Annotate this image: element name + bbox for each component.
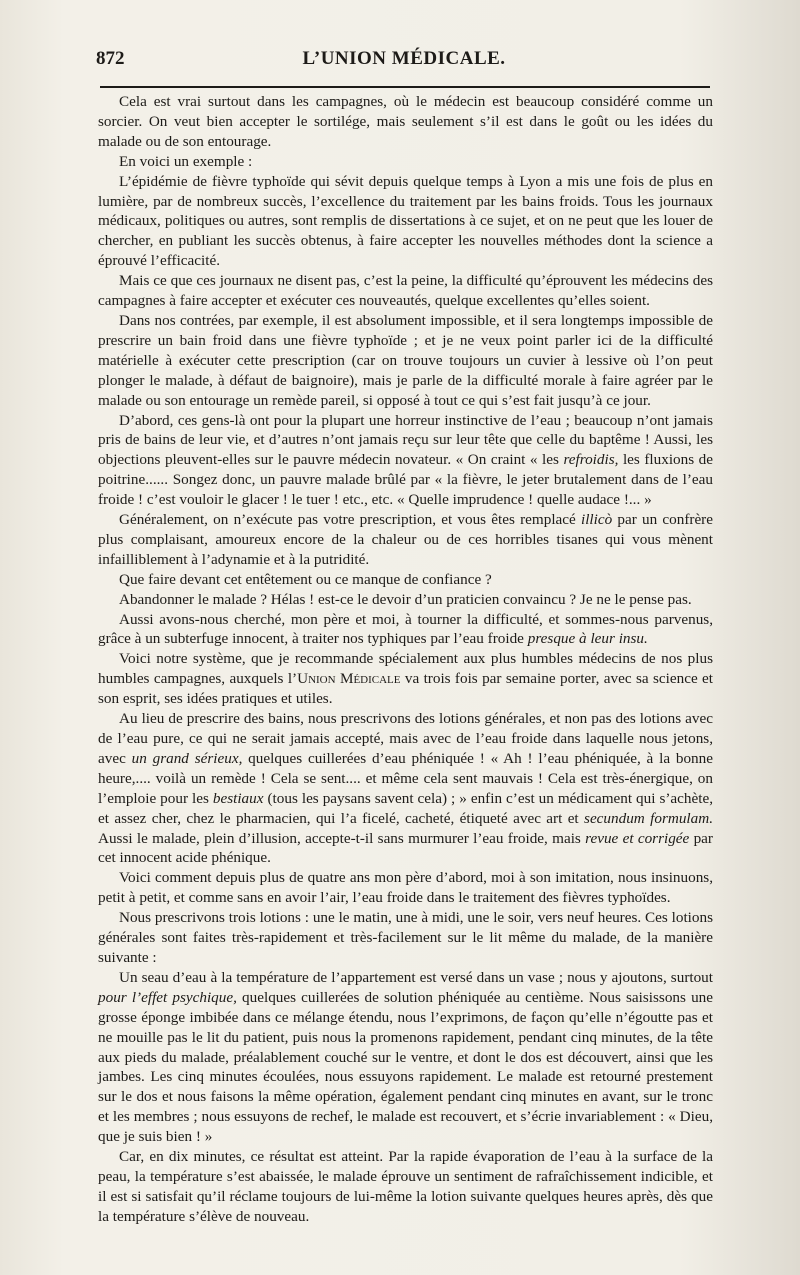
italic-run: bestiaux — [212, 789, 264, 807]
running-title: L’UNION MÉDICALE. — [302, 48, 506, 69]
paragraph: Cela est vrai surtout dans les campagnes, où le médecin est beaucoup considéré comme un sorcier. On veut bien accepter le sortilége, mais seulement s’il est dans le goût ou les idées du malade ou de son entourage. — [98, 93, 713, 150]
text-run: par cet innocent acide phénique. — [98, 829, 713, 867]
paragraph: Abandonner le malade ? Hélas ! est-ce le devoir d’un praticien convaincu ? Je ne le pense pas. — [119, 590, 692, 608]
italic-run: presque à leur insu. — [527, 630, 648, 648]
paragraph: Voici comment depuis plus de quatre ans mon père d’abord, moi à son imitation, nous insinuons, petit à petit, et comme sans en avoir l’air, l’eau froide dans le traitement des fièvres typhoïdes. — [98, 869, 713, 907]
text-run: quelques cuillerées d’eau phéniquée ! « Ah ! l’eau phéniquée, à la bonne heure,.... voilà un remède ! Cela se sent.... et même cela sent mauvais ! Cela est très-énergique, on l’emploie pour les — [98, 749, 713, 807]
text-run: les fluxions de poitrine...... Songez donc, un pauvre malade brûlé par « la fièvre, le jeter brutalement dans de l’eau froide ! c’est vouloir le glacer ! le tuer ! etc., etc. « Quelle imprudence ! quelle audace !... » — [98, 451, 713, 509]
article-body — [98, 92, 713, 1227]
italic-run: un grand sérieux, — [131, 749, 243, 767]
paragraph: En voici un exemple : — [119, 152, 253, 170]
text-run: Aussi le malade, plein d’illusion, accepte-t-il sans murmurer l’eau froide, mais — [98, 829, 586, 847]
paragraph — [98, 411, 713, 511]
text-run: D’abord, ces gens-là ont pour la plupart une horreur instinctive de l’eau ; beaucoup n’ont jamais pris de bains de leur vie, et d’autres n’ont jamais reçu sur leur tête que celle du baptême ! Aussi, les objections pleuvent-elles sur le pauvre médecin novateur. « On craint « les — [98, 411, 713, 469]
italic-run: illicò — [580, 511, 613, 529]
paragraph — [98, 510, 713, 570]
page-number: 872 — [96, 48, 125, 69]
paragraph: Car, en dix minutes, ce résultat est atteint. Par la rapide évaporation de l’eau à la surface de la peau, la température s’est abaissée, le malade éprouve un sentiment de rafraîchissement indicible, et il est si satisfait qu’il réclame toujours de lui-même la lotion suivante quelques heures après, dès que la température s’élève de nouveau. — [98, 1148, 713, 1225]
text-run: Voici notre système, que je recommande spécialement aux plus humbles médecins de nos plus humbles campagnes, auxquels l’ — [98, 650, 713, 688]
text-run: Généralement, on n’exécute pas votre prescription, et vous êtes remplacé — [119, 511, 581, 529]
text-run: (tous les paysans savent cela) ; » enfin c’est un médicament qui s’achète, et assez cher, chez le pharmacien, qui l’a ficelé, cacheté, étiqueté avec art et — [98, 789, 713, 827]
paragraph: L’épidémie de fièvre typhoïde qui sévit depuis quelque temps à Lyon a mis une fois de plus en lumière, par de nombreux succès, l’excellence du traitement par les bains froids. Tous les journaux médicaux, politiques ou autres, sont remplis de dissertations à ce sujet, et on ne peut que les louer de chercher, en publiant les succès obtenus, à faire accepter les nouvelles méthodes dont la science a éprouvé l’efficacité. — [98, 172, 713, 270]
italic-run: pour l’effet psychique, — [98, 988, 237, 1006]
italic-run: revue et corrigée — [585, 829, 690, 847]
header-rule — [100, 86, 710, 88]
text-run: Un seau d’eau à la température de l’appartement est versé dans un vase ; nous y ajoutons, surtout — [119, 968, 713, 986]
text-run: Aussi avons-nous cherché, mon père et moi, à tourner la difficulté, et sommes-nous parvenus, grâce à un subterfuge innocent, à traiter nos typhiques par l’eau froide — [98, 610, 713, 648]
small-caps-run: Union Médicale — [297, 670, 401, 688]
italic-run: refroidis, — [563, 451, 619, 469]
paragraph: Mais ce que ces journaux ne disent pas, c’est la peine, la difficulté qu’éprouvent les médecins des campagnes à faire accepter et exécuter ces nouveautés, quelque excellentes qu’elles soient. — [98, 272, 713, 310]
italic-run: secundum formulam. — [584, 809, 713, 827]
paragraph — [98, 968, 713, 1147]
text-run: Au lieu de prescrire des bains, nous prescrivons des lotions générales, et non pas des lotions avec de l’eau pure, ce qui ne serait jamais accepté, mais avec de l’eau froide dans laquelle nous jetons, avec — [98, 710, 713, 767]
paragraph: Nous prescrivons trois lotions : une le matin, une à midi, une le soir, vers neuf heures. Ces lotions générales sont faites très-rapidement et très-facilement sur le lit même du malade, de la manière suivante : — [98, 909, 713, 966]
paragraph: Dans nos contrées, par exemple, il est absolument impossible, et il sera longtemps impossible de prescrire un bain froid dans une fièvre typhoïde ; et je ne veux point parler ici de la difficulté matérielle à exécuter cette prescription (car on trouve toujours un cuvier à lessive où l’on peut plonger le malade, à défaut de baignoire), mais je parle de la difficulté morale à faire agréer par le malade ou son entourage un remède pareil, si opposé à tout ce qui s’est fait jusqu’à ce jour. — [98, 311, 713, 409]
paragraph — [98, 649, 713, 709]
text-run: par un confrère plus complaisant, amoureux encore de la chaleur ou de ces horribles tisanes qui vous mènent infailliblement à l’adynamie et à la putridité. — [98, 511, 713, 568]
page-header — [96, 44, 712, 78]
text-run: va trois fois par semaine porter, avec sa science et son esprit, ses idées pratiques et utiles. — [98, 670, 714, 708]
text-run: quelques cuillerées de solution phéniquée au centième. Nous saisissons une grosse éponge imbibée dans ce mélange étendu, nous l’exprimons, de façon qu’elle n’égoutte pas et ne mouille pas le lit du patient, puis nous la promenons rapidement, pendant cinq minutes, de la tête aux pieds du malade, préalablement couché sur le ventre, et dont le dos est découvert, ainsi que les jambes. Les cinq minutes écoulées, nous essuyons rapidement. Le malade est retourné prestement sur le dos et nous faisons la même opération, également pendant cinq minutes en avant, sur le tronc et les membres ; nous essuyons de rechef, le malade est recouvert, et s’écrie invariablement : « Dieu, que je suis bien ! » — [98, 988, 714, 1146]
paragraph — [98, 709, 713, 868]
paragraph — [98, 610, 713, 650]
paragraph: Que faire devant cet entêtement ou ce manque de confiance ? — [119, 570, 492, 588]
